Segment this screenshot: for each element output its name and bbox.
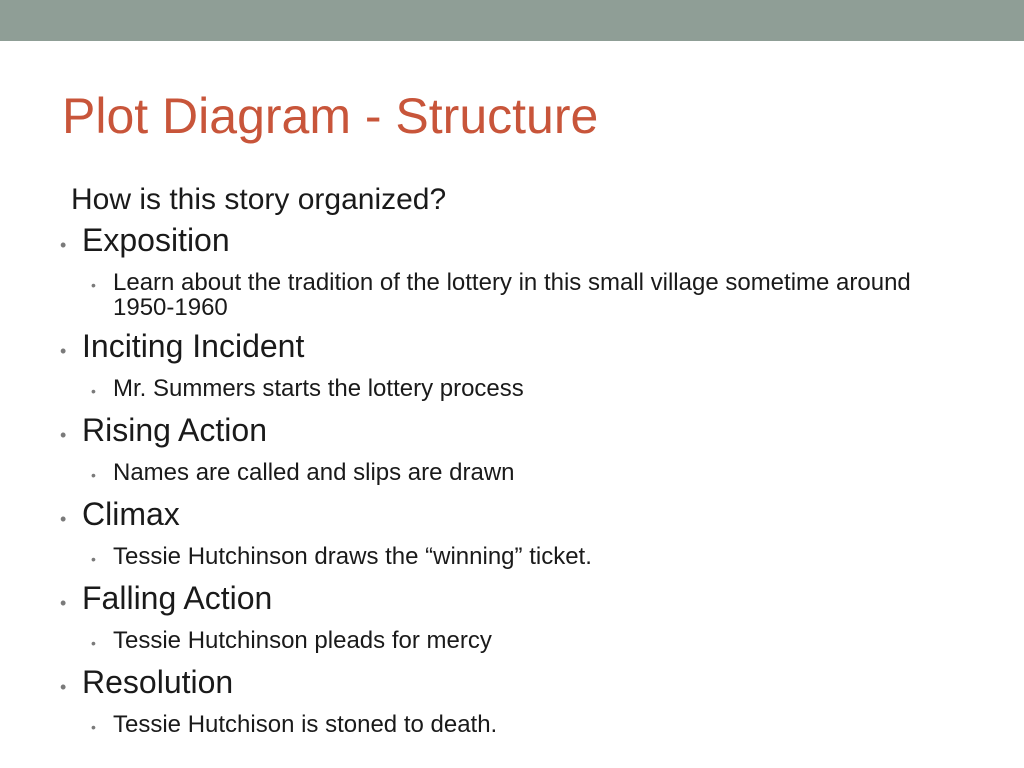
top-accent-band	[0, 0, 1024, 41]
section-heading: Climax	[82, 496, 180, 532]
intro-question: How is this story organized?	[71, 183, 447, 216]
bullet-dot-icon: •	[60, 509, 67, 529]
section-detail: Mr. Summers starts the lottery process	[113, 375, 524, 402]
bullet-dot-icon: •	[91, 719, 96, 735]
section-heading: Exposition	[82, 222, 230, 258]
bullet-dot-icon: •	[91, 635, 96, 651]
bullet-level1	[58, 664, 958, 704]
bullet-level2	[88, 376, 958, 404]
bullet-dot-icon: •	[60, 425, 67, 445]
bullet-level1	[58, 412, 958, 452]
bullet-dot-icon: •	[60, 341, 67, 361]
section-detail: Tessie Hutchinson draws the “winning” ticket.	[113, 543, 592, 570]
bullet-dot-icon: •	[60, 677, 67, 697]
bullet-dot-icon: •	[91, 467, 96, 483]
section-heading: Inciting Incident	[82, 328, 305, 364]
section-detail: Names are called and slips are drawn	[113, 459, 515, 486]
bullet-level1	[58, 328, 958, 368]
section-inciting-incident	[58, 328, 958, 404]
section-heading: Rising Action	[82, 412, 267, 448]
section-resolution	[58, 664, 958, 740]
section-detail: Learn about the tradition of the lottery in this small village sometime around 1950-1960	[113, 269, 911, 321]
section-climax	[58, 496, 958, 572]
section-detail: Tessie Hutchison is stoned to death.	[113, 711, 498, 738]
section-falling-action	[58, 580, 958, 656]
bullet-level1	[58, 496, 958, 536]
slide-body	[58, 178, 958, 748]
section-rising-action	[58, 412, 958, 488]
section-heading: Falling Action	[82, 580, 273, 616]
bullet-level2	[88, 460, 958, 488]
bullet-level2	[88, 628, 958, 656]
bullet-level2	[88, 712, 958, 740]
bullet-level1	[58, 580, 958, 620]
bullet-level2	[88, 544, 958, 572]
bullet-dot-icon: •	[91, 383, 96, 399]
bullet-level2	[88, 270, 958, 320]
section-detail: Tessie Hutchinson pleads for mercy	[113, 627, 492, 654]
bullet-dot-icon: •	[60, 235, 67, 255]
bullet-dot-icon: •	[60, 593, 67, 613]
bullet-level1	[58, 222, 958, 262]
slide-title: Plot Diagram - Structure	[62, 88, 599, 144]
bullet-dot-icon: •	[91, 277, 96, 293]
section-heading: Resolution	[82, 664, 234, 700]
section-exposition	[58, 222, 958, 320]
bullet-dot-icon: •	[91, 551, 96, 567]
